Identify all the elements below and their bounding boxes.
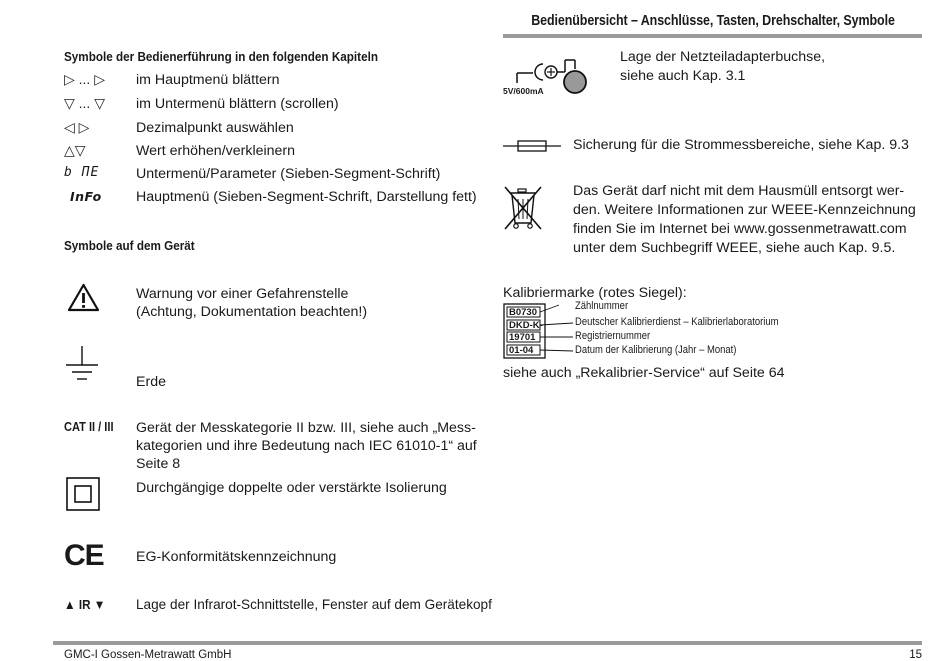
seven-segment-mainmenu-symbol: InFo <box>70 189 102 204</box>
earth-text: Erde <box>136 374 166 390</box>
adapter-rating-label: 5V/600mA <box>503 86 544 96</box>
cat-text-line2: kategorien und ihre Bedeutung nach IEC 61010-1“ auf <box>136 438 477 454</box>
adapter-text-line2: siehe auch Kap. 3.1 <box>620 68 746 84</box>
header-rule <box>503 34 922 38</box>
section-title-device-symbols: Symbole auf dem Gerät <box>64 238 195 253</box>
warning-text-line2: (Achtung, Dokumentation beachten!) <box>136 304 368 320</box>
fuse-icon <box>503 139 561 153</box>
ce-text: EG-Konformitätskennzeichnung <box>136 549 337 565</box>
infrared-label: ▲ IR ▼ <box>64 597 106 612</box>
row-text-main-menu: Hauptmenü (Sieben-Segment-Schrift, Darstellung fett) <box>136 189 477 205</box>
warning-triangle-icon <box>67 283 100 312</box>
footer-company: GMC-I Gossen-Metrawatt GmbH <box>64 649 232 661</box>
infrared-text: Lage der Infrarot-Schnittstelle, Fenster auf dem Gerätekopf <box>136 597 492 612</box>
calibration-label-date: Datum der Kalibrierung (Jahr – Monat) <box>575 344 737 356</box>
scroll-submenu-symbol: ▽ ... ▽ <box>64 95 105 111</box>
value-change-symbol: △▽ <box>64 142 86 158</box>
footer-rule <box>53 641 922 645</box>
calibration-box-date: 01-04 <box>509 345 534 356</box>
weee-crossed-bin-icon <box>503 185 543 231</box>
cat-rating-label: CAT II / III <box>64 419 114 434</box>
calibration-label-registry: Registriernummer <box>575 330 651 342</box>
ce-mark-icon: CE <box>64 539 104 572</box>
fuse-text: Sicherung für die Strommessbereiche, siehe Kap. 9.3 <box>573 137 909 153</box>
page-number: 15 <box>909 649 922 661</box>
page-title: Bedienübersicht – Anschlüsse, Tasten, Drehschalter, Symbole <box>531 13 895 29</box>
row-text-decimal-point: Dezimalpunkt auswählen <box>136 120 294 136</box>
scroll-main-menu-symbol: ▷ ... ▷ <box>64 71 105 87</box>
decimal-point-symbol: ◁ ▷ <box>64 119 90 135</box>
calibration-label-count: Zählnummer <box>575 300 629 312</box>
weee-text-line2: den. Weitere Informationen zur WEEE-Kennzeichnung <box>573 202 916 218</box>
row-text-submenu-scroll: im Untermenü blättern (scrollen) <box>136 96 339 112</box>
earth-ground-icon <box>64 345 100 381</box>
row-text-value-change: Wert erhöhen/verkleinern <box>136 143 296 159</box>
cat-text-line1: Gerät der Messkategorie II bzw. III, siehe auch „Mess- <box>136 420 476 436</box>
adapter-text-line1: Lage der Netzteiladapterbuchse, <box>620 49 826 65</box>
row-text-submenu-param: Untermenü/Parameter (Sieben-Segment-Schrift) <box>136 166 441 182</box>
insulation-text: Durchgängige doppelte oder verstärkte Isolierung <box>136 480 447 496</box>
cat-text-line3: Seite 8 <box>136 456 181 472</box>
calibration-title: Kalibriermarke (rotes Siegel): <box>503 285 687 301</box>
calibration-label-dkd: Deutscher Kalibrierdienst – Kalibrierlaboratorium <box>575 316 779 328</box>
calibration-box-registry: 19701 <box>509 332 536 343</box>
warning-text-line1: Warnung vor einer Gefahrenstelle <box>136 286 349 302</box>
section-title-operator-symbols: Symbole der Bedienerführung in den folgenden Kapiteln <box>64 49 378 64</box>
seven-segment-submenu-symbol: b ΠE <box>64 165 100 180</box>
weee-text-line3: finden Sie im Internet bei www.gossenmetrawatt.com <box>573 221 907 237</box>
double-insulation-icon <box>66 477 100 511</box>
weee-text-line1: Das Gerät darf nicht mit dem Hausmüll entsorgt wer- <box>573 183 905 199</box>
row-text-main-menu-scroll: im Hauptmenü blättern <box>136 72 280 88</box>
calibration-note: siehe auch „Rekalibrier-Service“ auf Seite 64 <box>503 365 785 381</box>
calibration-box-count: B0730 <box>509 307 537 318</box>
calibration-box-dkd: DKD-K- <box>509 320 543 331</box>
weee-text-line4: unter dem Suchbegriff WEEE, siehe auch Kap. 9.5. <box>573 240 896 256</box>
